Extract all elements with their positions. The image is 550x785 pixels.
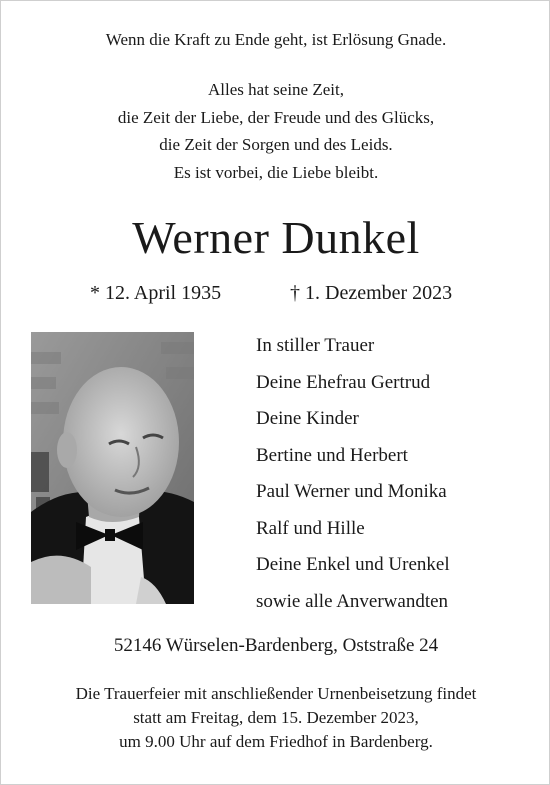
address: 52146 Würselen-Bardenberg, Oststraße 24: [113, 635, 439, 656]
poem-line: die Zeit der Liebe, der Freude und des Glücks,: [117, 107, 435, 127]
birth-date: * 12. April 1935: [90, 282, 222, 304]
mourner-line: Ralf und Hille: [256, 517, 365, 539]
deceased-name: Werner Dunkel: [132, 212, 420, 263]
mourner-line: Deine Enkel und Urenkel: [256, 554, 450, 575]
ceremony-line: um 9.00 Uhr auf dem Friedhof in Bardenberg.: [119, 732, 433, 751]
poem-line: die Zeit der Sorgen und des Leids.: [159, 135, 393, 154]
motto: Wenn die Kraft zu Ende geht, ist Erlösung Gnade.: [105, 30, 447, 49]
ceremony-line: Die Trauerfeier mit anschließender Urnenbeisetzung findet: [75, 684, 477, 703]
mourner-line: Deine Ehefrau Gertrud: [256, 371, 431, 393]
ceremony-info: [1, 682, 550, 754]
mourners-list: [256, 328, 450, 620]
poem-line: Es ist vorbei, die Liebe bleibt.: [173, 162, 379, 182]
mourner-line: Deine Kinder: [256, 408, 359, 429]
poem: [1, 76, 550, 186]
poem-line: Alles hat seine Zeit,: [208, 80, 344, 99]
portrait-illustration: [31, 332, 194, 604]
mourner-line: Paul Werner und Monika: [256, 481, 447, 502]
ceremony-line: statt am Freitag, dem 15. Dezember 2023,: [133, 708, 419, 727]
death-date: † 1. Dezember 2023: [290, 282, 453, 304]
mourner-line: In stiller Trauer: [256, 335, 375, 356]
mourner-line: sowie alle Anverwandten: [256, 590, 449, 612]
portrait-photo: [31, 332, 194, 604]
mourner-line: Bertine und Herbert: [256, 444, 408, 466]
